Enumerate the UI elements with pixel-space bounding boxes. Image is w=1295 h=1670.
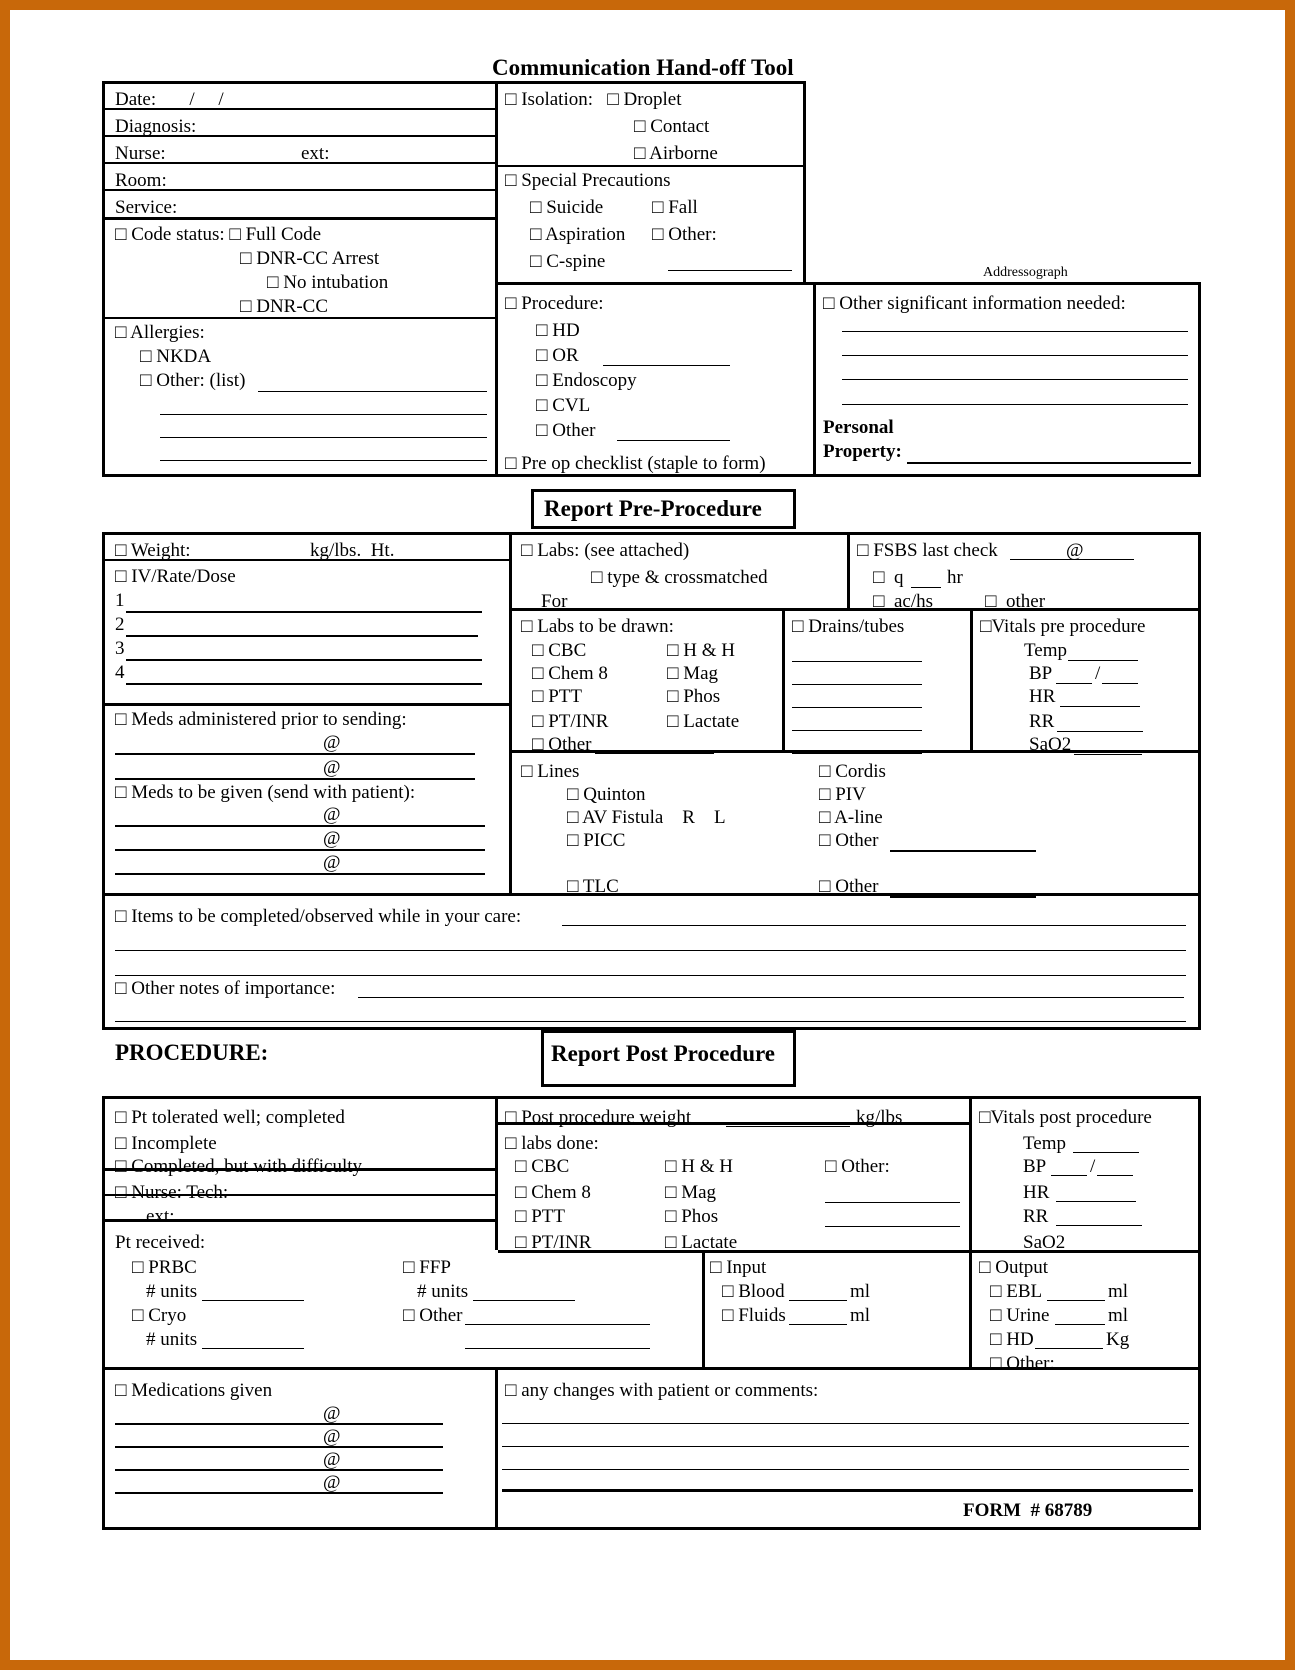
post-nurse-tech-checkbox[interactable]: □ Nurse: Tech: — [115, 1182, 229, 1203]
post-rr-label: RR — [1023, 1206, 1049, 1227]
post-weight-checkbox[interactable]: □ Post procedure weight — [505, 1107, 692, 1128]
cspine-checkbox[interactable]: □ C-spine — [530, 251, 606, 272]
piv-checkbox[interactable]: □ PIV — [819, 784, 866, 805]
meds-prior-at-1: @ — [323, 732, 341, 753]
fsbs-at: @ — [1066, 540, 1084, 561]
post-hr-label: HR — [1023, 1182, 1050, 1203]
form-title: Communication Hand-off Tool — [492, 55, 794, 80]
pt-received-label: Pt received: — [115, 1232, 206, 1253]
fsbs-q-checkbox[interactable]: □ q — [873, 567, 904, 588]
meds-give-at-3: @ — [323, 852, 341, 873]
diagnosis-field[interactable]: Diagnosis: — [115, 116, 197, 137]
output-other-checkbox[interactable]: □ Other: — [990, 1353, 1055, 1374]
post-lactate-checkbox[interactable]: □ Lactate — [665, 1232, 738, 1253]
urine-ml-label: ml — [1108, 1305, 1129, 1326]
post-ext-field[interactable]: ext: — [146, 1206, 175, 1227]
nurse-ext-field[interactable]: ext: — [301, 143, 330, 164]
av-fistula-checkbox[interactable]: □ AV Fistula R L — [567, 807, 726, 828]
cvl-checkbox[interactable]: □ CVL — [536, 395, 591, 416]
iv-line-1[interactable]: 1 — [115, 590, 125, 611]
lines-checkbox[interactable]: □ Lines — [521, 761, 580, 782]
meds-give-at-2: @ — [323, 828, 341, 849]
personal-property-field[interactable]: Property: — [823, 441, 902, 462]
post-weight-units: kg/lbs — [856, 1107, 903, 1128]
weight-checkbox[interactable]: □ Weight: — [115, 540, 191, 561]
contact-checkbox[interactable]: □ Contact — [634, 116, 710, 137]
med-given-at-1: @ — [323, 1403, 341, 1424]
form-page — [10, 10, 1285, 1660]
post-hh-checkbox[interactable]: □ H & H — [665, 1156, 733, 1177]
suicide-checkbox[interactable]: □ Suicide — [530, 197, 604, 218]
pre-rr-label: RR — [1029, 711, 1055, 732]
iv-line-4[interactable]: 4 — [115, 662, 125, 683]
pre-procedure-title: Report Pre-Procedure — [544, 496, 762, 521]
iv-line-3[interactable]: 3 — [115, 638, 125, 659]
vitals-post-checkbox[interactable]: □Vitals post procedure — [979, 1107, 1152, 1128]
date-field[interactable]: Date: / / — [115, 89, 224, 110]
cryo-units-label: # units — [146, 1329, 198, 1350]
ebl-checkbox[interactable]: □ EBL — [990, 1281, 1043, 1302]
picc-checkbox[interactable]: □ PICC — [567, 830, 626, 851]
procedure-heading: PROCEDURE: — [115, 1040, 269, 1065]
preop-checklist-checkbox[interactable]: □ Pre op checklist (staple to form) — [505, 453, 766, 474]
blood-ml-label: ml — [850, 1281, 871, 1302]
pre-phos-checkbox[interactable]: □ Phos — [667, 686, 721, 707]
post-bp-slash: / — [1090, 1156, 1096, 1177]
cordis-checkbox[interactable]: □ Cordis — [819, 761, 886, 782]
form-number: FORM # 68789 — [963, 1500, 1093, 1521]
medications-given-checkbox[interactable]: □ Medications given — [115, 1380, 273, 1401]
pre-other-lab-checkbox[interactable]: □ Other — [532, 734, 592, 755]
aline-checkbox[interactable]: □ A-line — [819, 807, 883, 828]
post-ptinr-checkbox[interactable]: □ PT/INR — [515, 1232, 592, 1253]
endoscopy-checkbox[interactable]: □ Endoscopy — [536, 370, 637, 391]
pre-ptinr-checkbox[interactable]: □ PT/INR — [532, 711, 609, 732]
fsbs-checkbox[interactable]: □ FSBS last check — [857, 540, 998, 561]
post-cbc-checkbox[interactable]: □ CBC — [515, 1156, 570, 1177]
blood-checkbox[interactable]: □ Blood — [722, 1281, 785, 1302]
labs-drawn-checkbox[interactable]: □ Labs to be drawn: — [521, 616, 674, 637]
pre-cbc-checkbox[interactable]: □ CBC — [532, 640, 587, 661]
post-temp-label: Temp — [1023, 1133, 1066, 1154]
pre-temp-label: Temp — [1024, 640, 1067, 661]
addressograph-label: Addressograph — [983, 265, 1068, 280]
nurse-field[interactable]: Nurse: — [115, 143, 166, 164]
med-given-at-4: @ — [323, 1472, 341, 1493]
post-chem8-checkbox[interactable]: □ Chem 8 — [515, 1182, 591, 1203]
vitals-pre-checkbox[interactable]: □Vitals pre procedure — [980, 616, 1146, 637]
room-field[interactable]: Room: — [115, 170, 167, 191]
airborne-checkbox[interactable]: □ Airborne — [634, 143, 718, 164]
hd-output-checkbox[interactable]: □ HD — [990, 1329, 1034, 1350]
fsbs-other-checkbox[interactable]: □ other — [985, 591, 1046, 612]
fsbs-hr-label: hr — [947, 567, 963, 588]
post-other-lab-checkbox[interactable]: □ Other: — [825, 1156, 890, 1177]
prbc-checkbox[interactable]: □ PRBC — [132, 1257, 197, 1278]
fall-checkbox[interactable]: □ Fall — [652, 197, 698, 218]
prbc-units-label: # units — [146, 1281, 198, 1302]
pre-sao2-label: SaO2 — [1029, 734, 1072, 755]
med-given-at-3: @ — [323, 1449, 341, 1470]
tlc-checkbox[interactable]: □ TLC — [567, 876, 619, 897]
other-notes-checkbox[interactable]: □ Other notes of importance: — [115, 978, 336, 999]
line-other-checkbox-2[interactable]: □ Other — [819, 876, 879, 897]
nkda-checkbox[interactable]: □ NKDA — [140, 346, 212, 367]
type-crossmatched-checkbox[interactable]: □ type & crossmatched — [591, 567, 768, 588]
hd-checkbox[interactable]: □ HD — [536, 320, 580, 341]
procedure-checkbox[interactable]: □ Procedure: — [505, 293, 604, 314]
iv-line-2[interactable]: 2 — [115, 614, 125, 635]
tolerated-checkbox[interactable]: □ Pt tolerated well; completed — [115, 1107, 345, 1128]
post-sao2-label: SaO2 — [1023, 1232, 1066, 1253]
allergies-checkbox[interactable]: □ Allergies: — [115, 322, 205, 343]
post-mag-checkbox[interactable]: □ Mag — [665, 1182, 717, 1203]
for-label: For — [541, 591, 568, 612]
ffp-checkbox[interactable]: □ FFP — [403, 1257, 451, 1278]
pre-hr-label: HR — [1029, 686, 1056, 707]
post-ptt-checkbox[interactable]: □ PTT — [515, 1206, 566, 1227]
other-info-checkbox[interactable]: □ Other significant information needed: — [823, 293, 1126, 314]
precaution-other-checkbox[interactable]: □ Other: — [652, 224, 717, 245]
ffp-units-label: # units — [417, 1281, 469, 1302]
pre-mag-checkbox[interactable]: □ Mag — [667, 663, 719, 684]
drains-tubes-checkbox[interactable]: □ Drains/tubes — [792, 616, 905, 637]
iv-rate-dose-checkbox[interactable]: □ IV/Rate/Dose — [115, 566, 236, 587]
incomplete-checkbox[interactable]: □ Incomplete — [115, 1133, 217, 1154]
input-checkbox[interactable]: □ Input — [710, 1257, 767, 1278]
meds-prior-checkbox[interactable]: □ Meds administered prior to sending: — [115, 709, 407, 730]
changes-comments-checkbox[interactable]: □ any changes with patient or comments: — [505, 1380, 819, 1401]
post-procedure-title: Report Post Procedure — [551, 1041, 775, 1066]
pre-ptt-checkbox[interactable]: □ PTT — [532, 686, 583, 707]
fluids-checkbox[interactable]: □ Fluids — [722, 1305, 786, 1326]
med-given-at-2: @ — [323, 1426, 341, 1447]
aspiration-checkbox[interactable]: □ Aspiration — [530, 224, 626, 245]
completed-difficulty-checkbox[interactable]: □ Completed, but with difficulty — [115, 1156, 363, 1177]
no-intubation-checkbox[interactable]: □ No intubation — [267, 272, 389, 293]
pre-bp-label: BP — [1029, 663, 1053, 684]
fluids-ml-label: ml — [850, 1305, 871, 1326]
personal-label: Personal — [823, 417, 894, 438]
items-to-complete-checkbox[interactable]: □ Items to be completed/observed while in your care: — [115, 906, 522, 927]
dnr-arrest-checkbox[interactable]: □ DNR-CC Arrest — [240, 248, 380, 269]
ebl-ml-label: ml — [1108, 1281, 1129, 1302]
code-status-checkbox[interactable]: □ Code status: □ Full Code — [115, 224, 322, 245]
special-precautions-checkbox[interactable]: □ Special Precautions — [505, 170, 671, 191]
isolation-checkbox[interactable]: □ Isolation: □ Droplet — [505, 89, 682, 110]
cryo-checkbox[interactable]: □ Cryo — [132, 1305, 187, 1326]
post-bp-label: BP — [1023, 1156, 1047, 1177]
procedure-other-checkbox[interactable]: □ Other — [536, 420, 596, 441]
pre-hh-checkbox[interactable]: □ H & H — [667, 640, 735, 661]
labs-attached-checkbox[interactable]: □ Labs: (see attached) — [521, 540, 690, 561]
pre-chem8-checkbox[interactable]: □ Chem 8 — [532, 663, 608, 684]
pre-bp-slash: / — [1095, 663, 1101, 684]
meds-prior-at-2: @ — [323, 757, 341, 778]
hd-kg-label: Kg — [1106, 1329, 1130, 1350]
post-phos-checkbox[interactable]: □ Phos — [665, 1206, 719, 1227]
received-other-checkbox[interactable]: □ Other — [403, 1305, 463, 1326]
quinton-checkbox[interactable]: □ Quinton — [567, 784, 646, 805]
output-checkbox[interactable]: □ Output — [979, 1257, 1049, 1278]
pre-lactate-checkbox[interactable]: □ Lactate — [667, 711, 740, 732]
allergy-other-checkbox[interactable]: □ Other: (list) — [140, 370, 246, 391]
or-checkbox[interactable]: □ OR — [536, 345, 579, 366]
labs-done-checkbox[interactable]: □ labs done: — [505, 1133, 599, 1154]
service-field[interactable]: Service: — [115, 197, 178, 218]
meds-give-at-1: @ — [323, 804, 341, 825]
urine-checkbox[interactable]: □ Urine — [990, 1305, 1050, 1326]
line-other-checkbox-1[interactable]: □ Other — [819, 830, 879, 851]
meds-to-give-checkbox[interactable]: □ Meds to be given (send with patient): — [115, 782, 416, 803]
fsbs-achs-checkbox[interactable]: □ ac/hs — [873, 591, 934, 612]
weight-units-label: kg/lbs. Ht. — [310, 540, 395, 561]
dnr-cc-checkbox[interactable]: □ DNR-CC — [240, 296, 329, 317]
